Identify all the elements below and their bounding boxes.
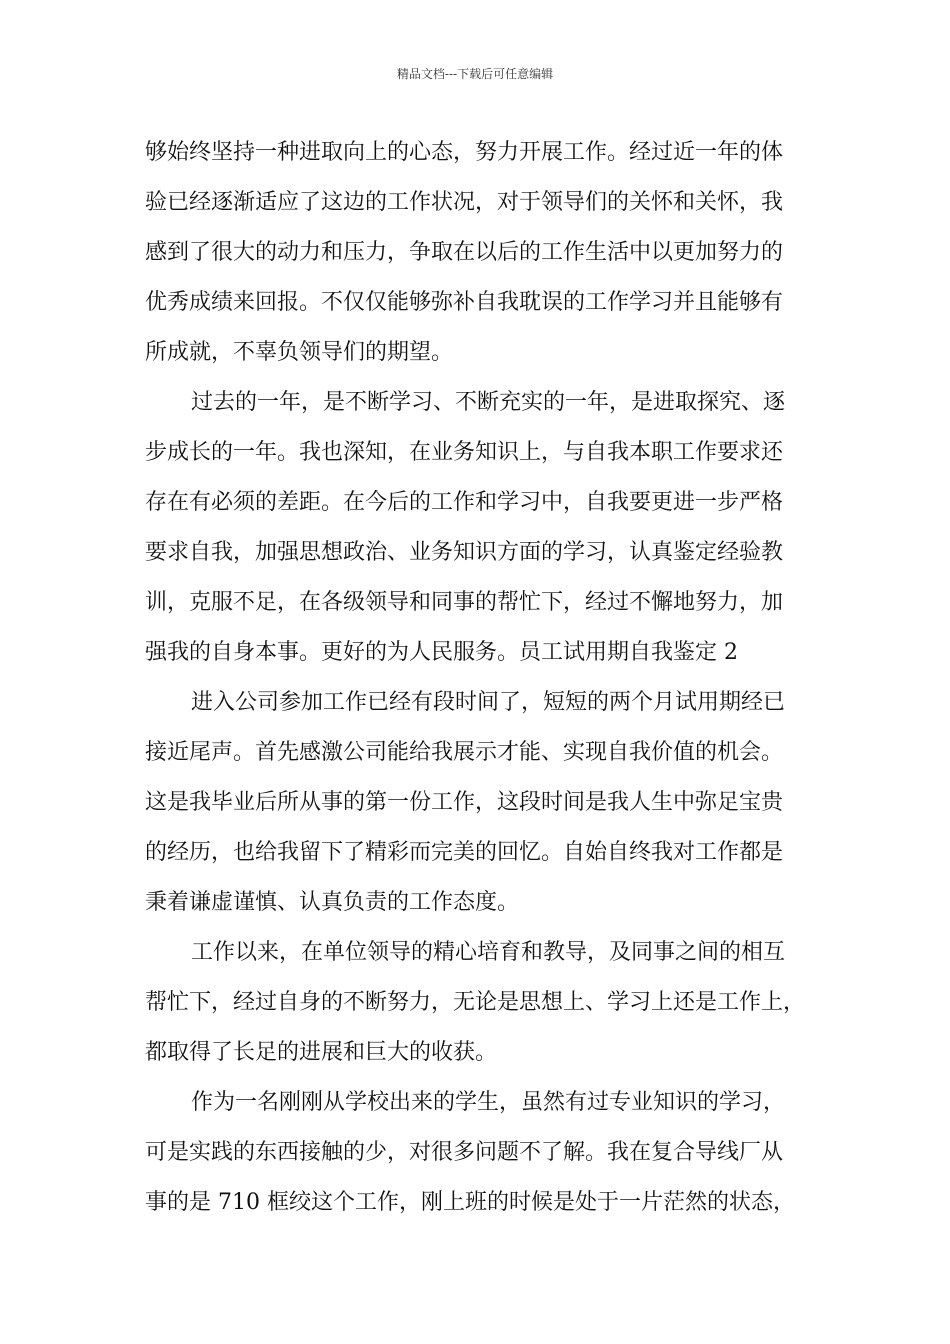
- text-line: 所成就，不辜负领导们的期望。: [145, 340, 454, 365]
- text-line: 接近尾声。首先感激公司能给我展示才能、实现自我价值的机会。: [145, 740, 784, 765]
- text-line: 步成长的一年。我也深知，在业务知识上，与自我本职工作要求还: [145, 440, 784, 465]
- text-line: 这是我毕业后所从事的第一份工作，这段时间是我人生中弥足宝贵: [145, 790, 784, 815]
- text-line: 优秀成绩来回报。不仅仅能够弥补自我耽误的工作学习并且能够有: [145, 290, 784, 315]
- document-body: [145, 128, 825, 1228]
- text-line: 存在有必须的差距。在今后的工作和学习中，自我要更进一步严格: [145, 490, 784, 515]
- text-line: 进入公司参加工作已经有段时间了，短短的两个月试用期经已: [191, 690, 786, 715]
- text-line: 秉着谦虚谨慎、认真负责的工作态度。: [145, 890, 520, 915]
- text-line: 感到了很大的动力和压力，争取在以后的工作生活中以更加努力的: [145, 240, 784, 265]
- text-line: 可是实践的东西接触的少，对很多问题不了解。我在复合导线厂从: [145, 1140, 784, 1165]
- text-line: 帮忙下，经过自身的不断努力，无论是思想上、学习上还是工作上，: [145, 990, 806, 1015]
- text-line: 都取得了长足的进展和巨大的收获。: [145, 1040, 498, 1065]
- text-line: 的经历，也给我留下了精彩而完美的回忆。自始自终我对工作都是: [145, 840, 784, 865]
- text-line: 过去的一年，是不断学习、不断充实的一年，是进取探究、逐: [191, 390, 786, 415]
- text-line: 验已经逐渐适应了这边的工作状况，对于领导们的关怀和关怀，我: [145, 190, 784, 215]
- text-line: 训，克服不足，在各级领导和同事的帮忙下，经过不懈地努力，加: [145, 590, 784, 615]
- text-line: 事的是 710 框绞这个工作，刚上班的时候是处于一片茫然的状态，: [145, 1190, 795, 1215]
- text-line: 工作以来，在单位领导的精心培育和教导，及同事之间的相互: [191, 940, 786, 965]
- text-line: 作为一名刚刚从学校出来的学生，虽然有过专业知识的学习，: [191, 1090, 786, 1115]
- text-line: 要求自我，加强思想政治、业务知识方面的学习，认真鉴定经验教: [145, 540, 784, 565]
- text-line: 够始终坚持一种进取向上的心态，努力开展工作。经过近一年的体: [145, 140, 784, 165]
- text-line: 强我的自身本事。更好的为人民服务。员工试用期自我鉴定 2: [145, 640, 738, 665]
- page-header: 精品文档---下载后可任意编辑: [396, 67, 554, 81]
